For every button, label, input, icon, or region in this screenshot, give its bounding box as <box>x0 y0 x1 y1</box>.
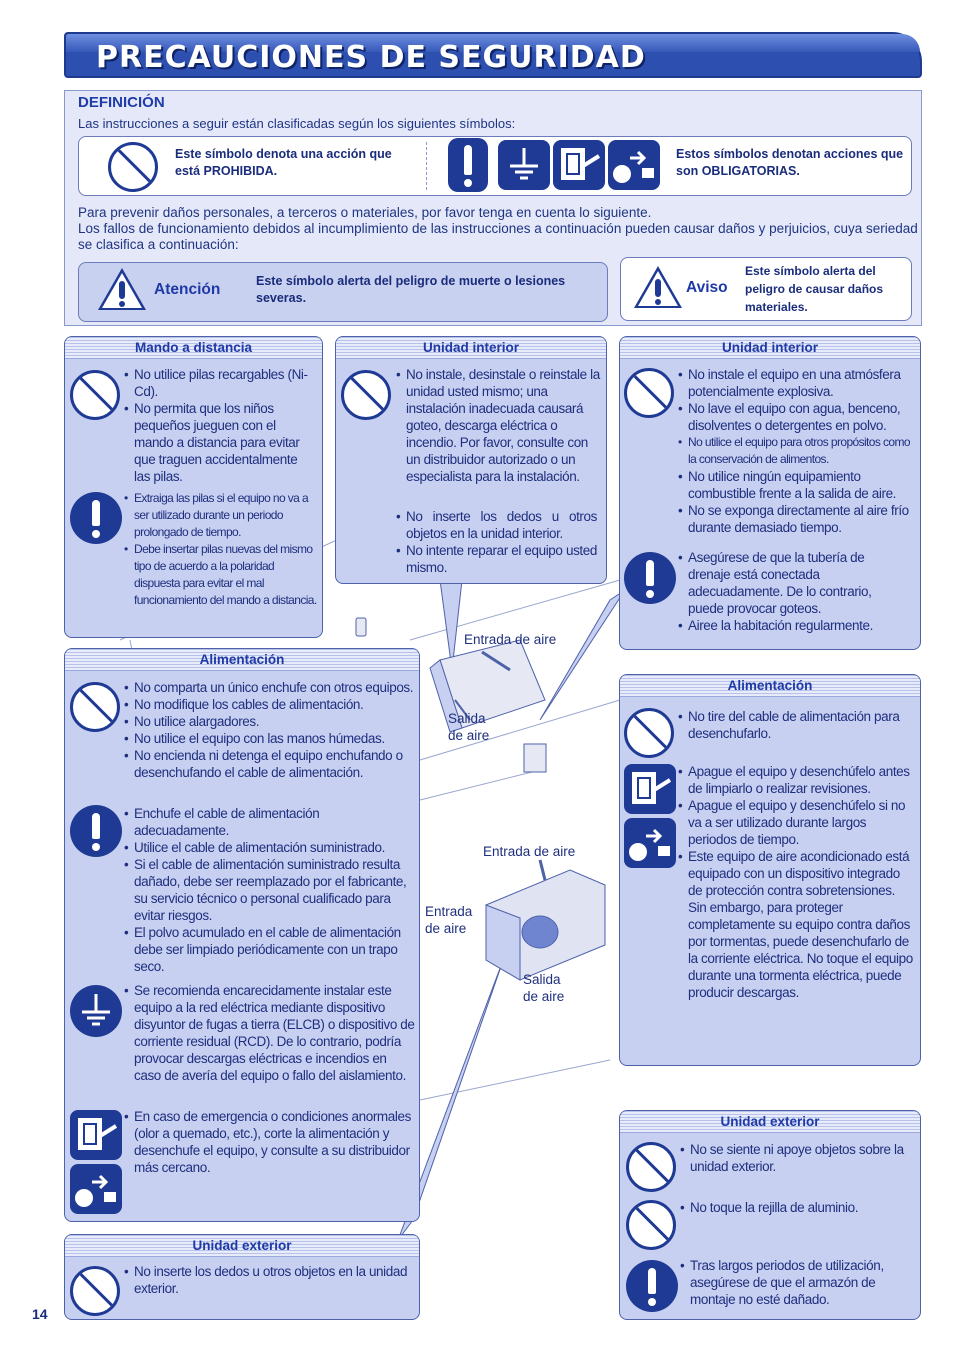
diagram-label-entrada-mid: Entrada de aire <box>483 844 576 859</box>
list-item: • No intente reparar el equipo usted mismo. <box>396 542 597 576</box>
list-item: • Airee la habitación regularmente. <box>678 617 908 634</box>
diagram-label-salida-bottom: Salida de aire <box>523 972 565 1004</box>
list-item: • Tras largos periodos de utilización, asegúrese de que el armazón de montaje no esté dañado. <box>680 1257 914 1308</box>
page-number: 14 <box>32 1306 48 1322</box>
exterior-right-list-3 <box>680 1257 914 1308</box>
list-item: • No permita que los niños pequeños jueguen con el mando a distancia para evitar que traguen accidentalmente las pilas. <box>124 400 316 485</box>
list-item: • No lave el equipo con agua, benceno, disolventes o detergentes en polvo. <box>678 400 916 434</box>
panel-heading: Unidad interior <box>336 337 606 359</box>
atencion-description: Este símbolo alerta del peligro de muerte o lesiones severas. <box>256 274 566 305</box>
prohibited-icon <box>70 682 120 732</box>
alimentacion-left-prohibited-list <box>124 679 416 781</box>
mando-prohibited-list <box>124 366 316 485</box>
list-item: • No modifique los cables de alimentación. <box>124 696 416 713</box>
interior-right-prohibited-list <box>678 366 916 536</box>
mandatory-icon <box>624 552 676 604</box>
aviso-description: Este símbolo alerta del peligro de causar daños materiales. <box>745 264 884 314</box>
mando-mandatory-list <box>124 490 318 609</box>
panel-heading: Mando a distancia <box>65 337 322 359</box>
list-item: • Asegúrese de que la tubería de drenaje está conectada adecuadamente. De lo contrario, puede provocar goteos. <box>678 549 908 617</box>
list-item: • No utilice el equipo para otros propósitos como la conservación de alimentos. <box>678 434 916 468</box>
definition-paragraph-1: Para prevenir daños personales, a terceros o materiales, por favor tenga en cuenta lo siguiente. <box>78 205 652 220</box>
exterior-left-list <box>124 1263 414 1297</box>
aviso-label: Aviso <box>686 279 728 296</box>
list-item: • Se recomienda encarecidamente instalar este equipo a la red eléctrica mediante dispositivo disyuntor de fugas a tierra (ELCB) o dispositivo de corriente residual (RCD). De lo contrario, podría provocar descargas eléctricas e incendios en caso de avería del equipo o fallo del aislamiento. <box>124 982 416 1084</box>
list-item: • Apague el equipo y desenchúfelo si no va a ser utilizado durante largos periodos de tiempo. <box>678 797 916 848</box>
list-item: • No instale el equipo en una atmósfera potencialmente explosiva. <box>678 366 916 400</box>
no-touch-grille-icon <box>626 1200 676 1250</box>
list-item: • Este equipo de aire acondicionado está equipado con un dispositivo integrado de protección contra sobretensiones. Sin embargo, para proteger completamente su equipo contra daños por tormentas, puede desenchufarlo de la corriente eléctrica. No toque el equipo durante una tormenta eléctrica, puede producir descargas. <box>678 848 916 1001</box>
exterior-right-list-1 <box>680 1141 914 1175</box>
mandatory-icon <box>70 805 122 857</box>
panel-heading: Alimentación <box>65 649 419 671</box>
list-item: • No se exponga directamente al aire frío durante demasiado tiempo. <box>678 502 916 536</box>
unplug-switch-icon <box>70 1110 122 1160</box>
atencion-label: Atención <box>154 281 221 298</box>
list-item: • Si el cable de alimentación suministrado resulta dañado, debe ser reemplazado por el fabricante, su servicio técnico o personal cualificado para evitar riesgos. <box>124 856 416 924</box>
diagram-label-entrada-left: Entrada de aire <box>425 904 473 936</box>
alimentacion-left-mandatory-list <box>124 805 416 975</box>
interior-right-mandatory-list <box>678 549 908 634</box>
prohibited-icon <box>341 370 391 420</box>
exterior-right-list-2 <box>680 1199 914 1216</box>
no-fingers-icon <box>70 1266 120 1316</box>
list-item: • No utilice el equipo con las manos húmedas. <box>124 730 416 747</box>
diagram-label-entrada-top: Entrada de aire <box>464 632 557 647</box>
interior-center-list-b <box>396 508 597 576</box>
no-sitting-icon <box>626 1142 676 1192</box>
alimentacion-right-unplug-list <box>678 763 916 1001</box>
list-item: • Apague el equipo y desenchúfelo antes de limpiarlo o realizar revisiones. <box>678 763 916 797</box>
diagram-label-salida-top: Salida de aire <box>448 711 490 743</box>
definition-paragraph-2: Los fallos de funcionamiento debidos al incumplimiento de las instrucciones a continuación pueden causar daños y perjuicios, cuya seriedad se clasifica a continuación: <box>78 221 918 252</box>
list-item: • No utilice ningún equipamiento combustible frente a la salida de aire. <box>678 468 916 502</box>
mandatory-description: Estos símbolos denotan acciones que son OBLIGATORIAS. <box>676 147 904 178</box>
list-item: • No inserte los dedos u otros objetos en la unidad interior. <box>396 508 597 542</box>
unplug-switch-icon <box>624 764 676 814</box>
prohibited-icon <box>624 708 674 758</box>
definition-heading: DEFINICIÓN <box>78 94 165 111</box>
definition-intro: Las instrucciones a seguir están clasificadas según los siguientes símbolos: <box>78 116 516 131</box>
prohibited-description: Este símbolo denota una acción que está PROHIBIDA. <box>175 147 392 178</box>
list-item: • No utilice alargadores. <box>124 713 416 730</box>
alimentacion-left-ground-list <box>124 982 416 1084</box>
prohibited-icon <box>624 368 674 418</box>
list-item: • El polvo acumulado en el cable de alimentación debe ser limpiado periódicamente con un trapo seco. <box>124 924 416 975</box>
list-item: • Enchufe el cable de alimentación adecuadamente. <box>124 805 416 839</box>
panel-heading: Unidad interior <box>620 337 920 359</box>
panel-heading: Unidad exterior <box>65 1235 419 1257</box>
panel-heading: Alimentación <box>620 675 920 697</box>
list-item: • No comparta un único enchufe con otros equipos. <box>124 679 416 696</box>
panel-heading: Unidad exterior <box>620 1111 920 1133</box>
prohibited-icon <box>70 370 120 420</box>
interior-center-list-a <box>396 366 601 485</box>
list-item: • Utilice el cable de alimentación suministrado. <box>124 839 416 856</box>
unplug-cord-icon <box>70 1164 122 1214</box>
list-item: • Debe insertar pilas nuevas del mismo tipo de acuerdo a la polaridad dispuesta para evitar el mal funcionamiento del mando a distancia. <box>124 541 318 609</box>
list-item: • No instale, desinstale o reinstale la unidad usted mismo; una instalación inadecuada causará goteo, descarga eléctrica o incendio. Por favor, consulte con un distribuidor autorizado o un especialista para la instalación. <box>396 366 601 485</box>
list-item: • No inserte los dedos u otros objetos en la unidad exterior. <box>124 1263 414 1297</box>
outdoor-unit-drawing <box>486 860 605 980</box>
page-title: PRECAUCIONES DE SEGURIDAD <box>96 40 646 75</box>
ground-icon <box>70 985 122 1037</box>
list-item: • No toque la rejilla de aluminio. <box>680 1199 914 1216</box>
mandatory-icon <box>70 492 122 544</box>
list-item: • No encienda ni detenga el equipo enchufando o desenchufando el cable de alimentación. <box>124 747 416 781</box>
alimentacion-right-prohibited-list <box>678 708 914 742</box>
list-item: • No se siente ni apoye objetos sobre la unidad exterior. <box>680 1141 914 1175</box>
mandatory-icon <box>626 1260 678 1312</box>
unplug-cord-icon <box>624 818 676 868</box>
list-item: • No tire del cable de alimentación para desenchufarlo. <box>678 708 914 742</box>
list-item: • En caso de emergencia o condiciones anormales (olor a quemado, etc.), corte la alimentación y desenchufe el equipo, y consulte a su distribuidor más cercano. <box>124 1108 416 1176</box>
alimentacion-left-emergency-list <box>124 1108 416 1176</box>
list-item: • Extraiga las pilas si el equipo no va a ser utilizado durante un periodo prolongado de tiempo. <box>124 490 318 541</box>
list-item: • No utilice pilas recargables (Ni-Cd). <box>124 366 316 400</box>
